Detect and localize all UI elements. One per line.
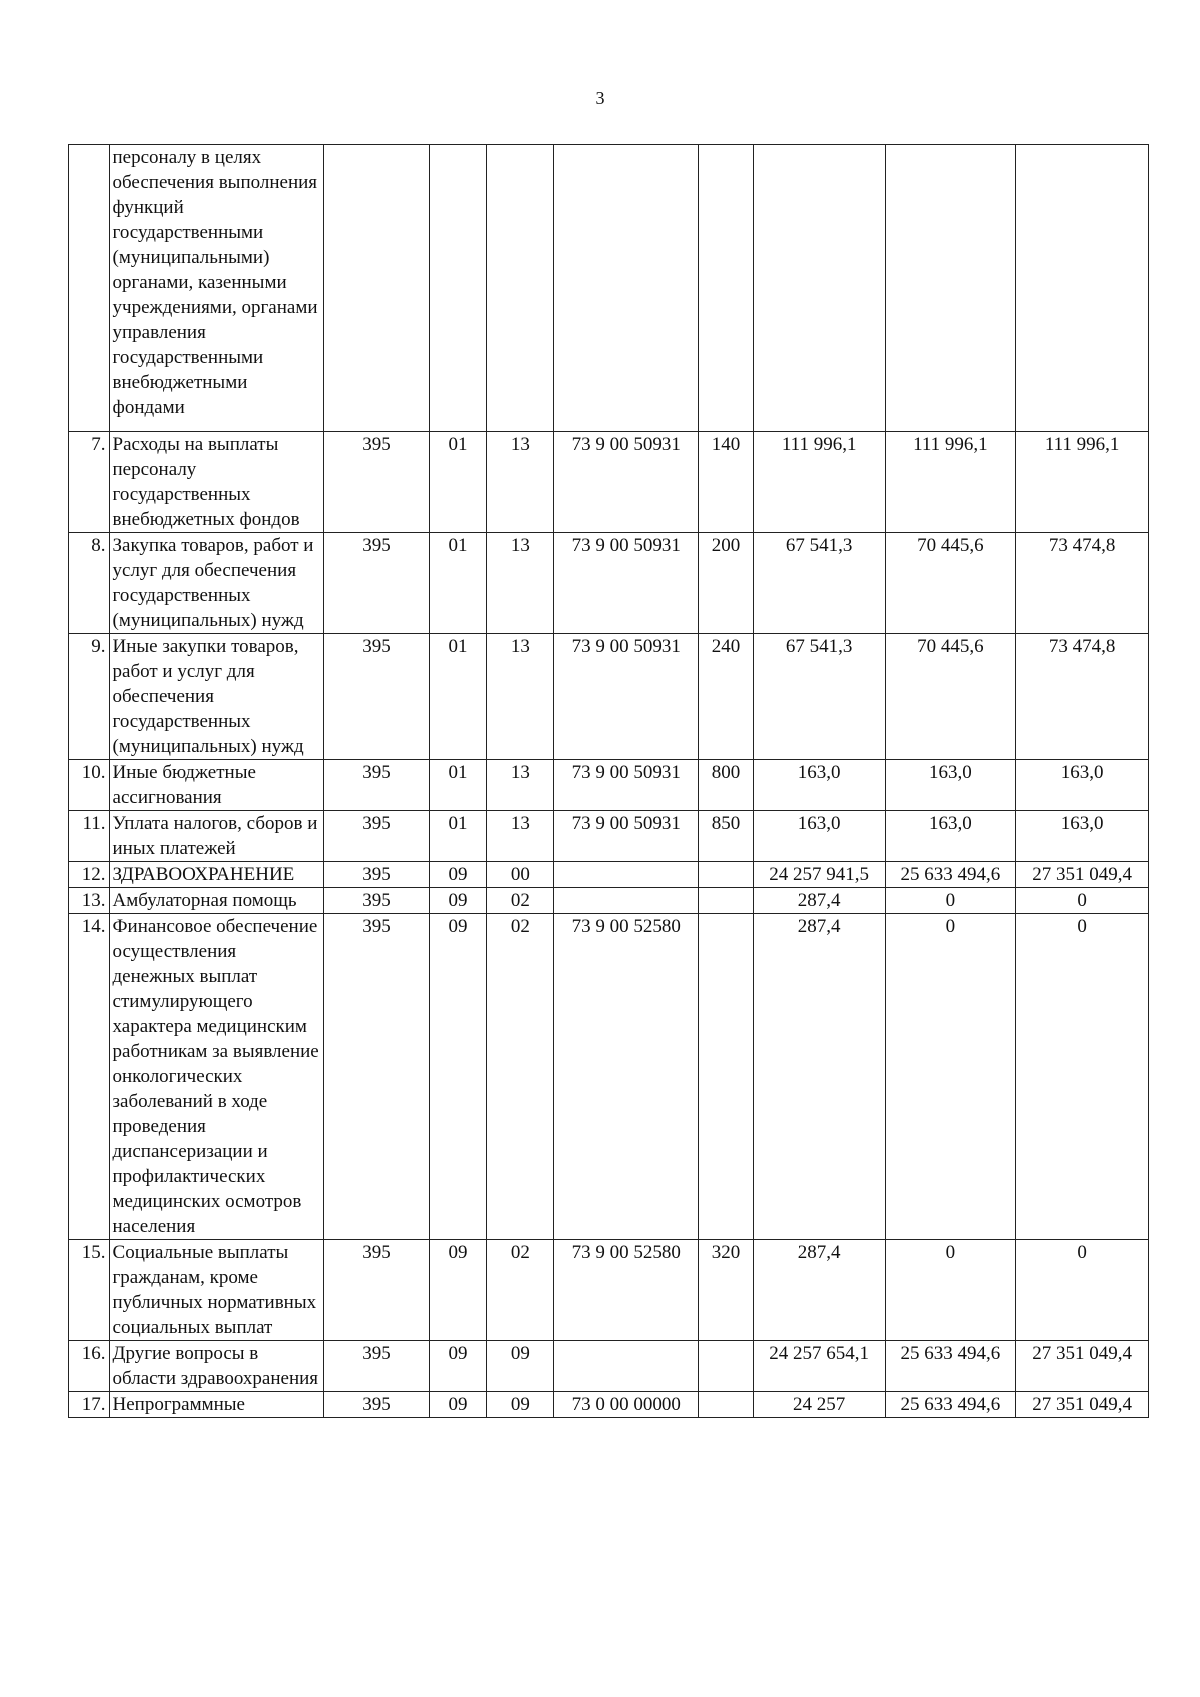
year1-cell: 287,4 bbox=[753, 914, 885, 1240]
grbs-cell: 395 bbox=[324, 888, 429, 914]
year2-cell: 25 633 494,6 bbox=[885, 1392, 1016, 1418]
year3-cell: 0 bbox=[1016, 1240, 1149, 1341]
grbs-cell: 395 bbox=[324, 760, 429, 811]
table-row bbox=[69, 914, 1149, 1240]
grbs-cell bbox=[324, 145, 429, 432]
rz-cell: 01 bbox=[429, 811, 487, 862]
pr-cell: 13 bbox=[487, 760, 554, 811]
row-number-cell: 14. bbox=[69, 914, 110, 1240]
rz-cell: 01 bbox=[429, 634, 487, 760]
name-cell: персоналу в целях обеспечения выполнения функций государственными (муниципальными) органами, казенными учреждениями, органами управления государственными внебюджетными фондами bbox=[109, 145, 324, 432]
year1-cell: 163,0 bbox=[753, 760, 885, 811]
year2-cell: 163,0 bbox=[885, 811, 1016, 862]
year2-cell: 25 633 494,6 bbox=[885, 1341, 1016, 1392]
vr-cell: 140 bbox=[699, 432, 754, 533]
pr-cell: 09 bbox=[487, 1341, 554, 1392]
csr-cell: 73 9 00 50931 bbox=[554, 760, 699, 811]
csr-cell bbox=[554, 888, 699, 914]
vr-cell bbox=[699, 1341, 754, 1392]
csr-cell: 73 0 00 00000 bbox=[554, 1392, 699, 1418]
vr-cell bbox=[699, 862, 754, 888]
pr-cell: 00 bbox=[487, 862, 554, 888]
rz-cell: 09 bbox=[429, 1341, 487, 1392]
vr-cell: 240 bbox=[699, 634, 754, 760]
year1-cell bbox=[753, 145, 885, 432]
year2-cell: 70 445,6 bbox=[885, 634, 1016, 760]
year2-cell bbox=[885, 145, 1016, 432]
rz-cell: 09 bbox=[429, 1240, 487, 1341]
rz-cell: 09 bbox=[429, 862, 487, 888]
name-cell: Закупка товаров, работ и услуг для обеспечения государственных (муниципальных) нужд bbox=[109, 533, 324, 634]
pr-cell: 13 bbox=[487, 634, 554, 760]
pr-cell: 02 bbox=[487, 1240, 554, 1341]
year3-cell: 27 351 049,4 bbox=[1016, 1392, 1149, 1418]
csr-cell bbox=[554, 862, 699, 888]
row-number-cell: 16. bbox=[69, 1341, 110, 1392]
row-number-cell: 15. bbox=[69, 1240, 110, 1341]
pr-cell: 13 bbox=[487, 811, 554, 862]
grbs-cell: 395 bbox=[324, 811, 429, 862]
grbs-cell: 395 bbox=[324, 914, 429, 1240]
year3-cell bbox=[1016, 145, 1149, 432]
year2-cell: 25 633 494,6 bbox=[885, 862, 1016, 888]
year3-cell: 163,0 bbox=[1016, 760, 1149, 811]
table-row bbox=[69, 533, 1149, 634]
year3-cell: 163,0 bbox=[1016, 811, 1149, 862]
csr-cell: 73 9 00 52580 bbox=[554, 914, 699, 1240]
pr-cell bbox=[487, 145, 554, 432]
year1-cell: 24 257 bbox=[753, 1392, 885, 1418]
year1-cell: 287,4 bbox=[753, 1240, 885, 1341]
pr-cell: 02 bbox=[487, 888, 554, 914]
name-cell: Расходы на выплаты персоналу государственных внебюджетных фондов bbox=[109, 432, 324, 533]
grbs-cell: 395 bbox=[324, 634, 429, 760]
csr-cell: 73 9 00 50931 bbox=[554, 811, 699, 862]
vr-cell bbox=[699, 914, 754, 1240]
row-number-cell bbox=[69, 145, 110, 432]
table-row bbox=[69, 888, 1149, 914]
table-row-continuation bbox=[69, 145, 1149, 432]
vr-cell: 800 bbox=[699, 760, 754, 811]
year3-cell: 0 bbox=[1016, 888, 1149, 914]
year3-cell: 27 351 049,4 bbox=[1016, 1341, 1149, 1392]
csr-cell: 73 9 00 50931 bbox=[554, 533, 699, 634]
year2-cell: 163,0 bbox=[885, 760, 1016, 811]
grbs-cell: 395 bbox=[324, 1392, 429, 1418]
pr-cell: 13 bbox=[487, 533, 554, 634]
pr-cell: 02 bbox=[487, 914, 554, 1240]
rz-cell: 09 bbox=[429, 888, 487, 914]
year2-cell: 70 445,6 bbox=[885, 533, 1016, 634]
row-number-cell: 13. bbox=[69, 888, 110, 914]
vr-cell bbox=[699, 145, 754, 432]
year2-cell: 111 996,1 bbox=[885, 432, 1016, 533]
table-row bbox=[69, 432, 1149, 533]
grbs-cell: 395 bbox=[324, 432, 429, 533]
year2-cell: 0 bbox=[885, 914, 1016, 1240]
csr-cell: 73 9 00 52580 bbox=[554, 1240, 699, 1341]
csr-cell: 73 9 00 50931 bbox=[554, 432, 699, 533]
year1-cell: 287,4 bbox=[753, 888, 885, 914]
table-row bbox=[69, 1240, 1149, 1341]
csr-cell bbox=[554, 1341, 699, 1392]
grbs-cell: 395 bbox=[324, 862, 429, 888]
year3-cell: 111 996,1 bbox=[1016, 432, 1149, 533]
vr-cell bbox=[699, 888, 754, 914]
name-cell: Финансовое обеспечение осуществления денежных выплат стимулирующего характера медицинским работникам за выявление онкологических заболеваний в ходе проведения диспансеризации и профилактических медицинских осмотров населения bbox=[109, 914, 324, 1240]
name-cell: Иные закупки товаров, работ и услуг для обеспечения государственных (муниципальных) нужд bbox=[109, 634, 324, 760]
vr-cell: 850 bbox=[699, 811, 754, 862]
year1-cell: 24 257 941,5 bbox=[753, 862, 885, 888]
row-number-cell: 10. bbox=[69, 760, 110, 811]
year1-cell: 111 996,1 bbox=[753, 432, 885, 533]
name-cell: Уплата налогов, сборов и иных платежей bbox=[109, 811, 324, 862]
vr-cell bbox=[699, 1392, 754, 1418]
year3-cell: 0 bbox=[1016, 914, 1149, 1240]
rz-cell: 09 bbox=[429, 1392, 487, 1418]
rz-cell: 01 bbox=[429, 432, 487, 533]
name-cell: Иные бюджетные ассигнования bbox=[109, 760, 324, 811]
budget-table bbox=[68, 144, 1149, 1418]
name-cell: Другие вопросы в области здравоохранения bbox=[109, 1341, 324, 1392]
table-row bbox=[69, 862, 1149, 888]
year1-cell: 24 257 654,1 bbox=[753, 1341, 885, 1392]
name-cell: Непрограммные bbox=[109, 1392, 324, 1418]
table-row bbox=[69, 1392, 1149, 1418]
pr-cell: 13 bbox=[487, 432, 554, 533]
year3-cell: 27 351 049,4 bbox=[1016, 862, 1149, 888]
table-row bbox=[69, 760, 1149, 811]
year1-cell: 67 541,3 bbox=[753, 634, 885, 760]
year2-cell: 0 bbox=[885, 888, 1016, 914]
rz-cell bbox=[429, 145, 487, 432]
vr-cell: 320 bbox=[699, 1240, 754, 1341]
row-number-cell: 7. bbox=[69, 432, 110, 533]
rz-cell: 01 bbox=[429, 760, 487, 811]
year3-cell: 73 474,8 bbox=[1016, 533, 1149, 634]
name-cell: Социальные выплаты гражданам, кроме публичных нормативных социальных выплат bbox=[109, 1240, 324, 1341]
year3-cell: 73 474,8 bbox=[1016, 634, 1149, 760]
row-number-cell: 12. bbox=[69, 862, 110, 888]
name-cell: Амбулаторная помощь bbox=[109, 888, 324, 914]
page-number: 3 bbox=[595, 88, 605, 108]
table-row bbox=[69, 634, 1149, 760]
row-number-cell: 17. bbox=[69, 1392, 110, 1418]
rz-cell: 01 bbox=[429, 533, 487, 634]
table-row bbox=[69, 1341, 1149, 1392]
row-number-cell: 11. bbox=[69, 811, 110, 862]
row-number-cell: 8. bbox=[69, 533, 110, 634]
table-row bbox=[69, 811, 1149, 862]
csr-cell: 73 9 00 50931 bbox=[554, 634, 699, 760]
csr-cell bbox=[554, 145, 699, 432]
row-number-cell: 9. bbox=[69, 634, 110, 760]
name-cell: ЗДРАВООХРАНЕНИЕ bbox=[109, 862, 324, 888]
rz-cell: 09 bbox=[429, 914, 487, 1240]
grbs-cell: 395 bbox=[324, 533, 429, 634]
year1-cell: 67 541,3 bbox=[753, 533, 885, 634]
year1-cell: 163,0 bbox=[753, 811, 885, 862]
pr-cell: 09 bbox=[487, 1392, 554, 1418]
year2-cell: 0 bbox=[885, 1240, 1016, 1341]
vr-cell: 200 bbox=[699, 533, 754, 634]
grbs-cell: 395 bbox=[324, 1341, 429, 1392]
grbs-cell: 395 bbox=[324, 1240, 429, 1341]
